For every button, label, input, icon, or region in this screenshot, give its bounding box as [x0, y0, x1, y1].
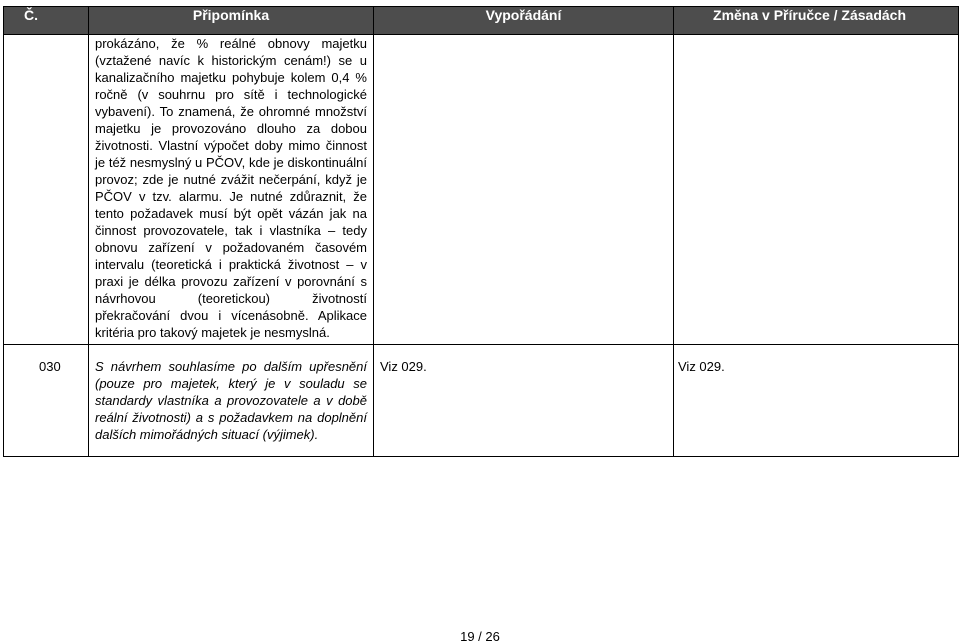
table-row	[4, 35, 959, 345]
column-header-resolution: Vypořádání	[374, 7, 674, 35]
comment-text: S návrhem souhlasíme po dalším upřesnění (pouze pro majetek, který je v souladu se standardy vlastníka a provozovatele a v době reální životnosti) a s požadavkem na doplnění dalších mimořádných situací (výjimek).	[95, 359, 367, 442]
row-number	[4, 35, 89, 345]
column-header-comment: Připomínka	[89, 7, 374, 35]
column-header-number: Č.	[4, 7, 89, 35]
row-change	[674, 35, 959, 345]
row-number: 030	[4, 345, 89, 457]
row-resolution	[374, 35, 674, 345]
table-row	[4, 345, 959, 457]
column-header-change: Změna v Příručce / Zásadách	[674, 7, 959, 35]
page-number: 19 / 26	[460, 629, 500, 643]
comments-table	[3, 6, 959, 457]
comment-text: prokázáno, že % reálné obnovy majetku (vztažené navíc k historickým cenám!) se u kanalizačního majetku pohybuje kolem 0,4 % ročně (v souhrnu pro sítě i technologické vybavení). To znamená, že ohromné množství majetku je provozováno dlouho za dobou životnosti. Vlastní výpočet doby mimo činnost je též nesmyslný u PČOV, kde je diskontinuální provoz; zde je nutné zvážit nečerpání, když je PČOV v tzv. alarmu. Je nutné zdůraznit, že tento požadavek musí být opět vázán jak na činnost provozovatele, tak i vlastníka – tedy obnovu zařízení v požadovaném časovém intervalu (teoretická i praktická životnost – v praxi je délka provozu zařízení v porovnání s návrhovou (teoretickou) životností překračování dvou i vícenásobně. Aplikace kritéria pro takový majetek je nesmyslná.	[95, 36, 367, 340]
row-resolution: Viz 029.	[374, 345, 674, 457]
table-header-row	[4, 7, 959, 35]
row-comment	[89, 35, 374, 345]
row-comment	[89, 345, 374, 457]
row-change: Viz 029.	[674, 345, 959, 457]
